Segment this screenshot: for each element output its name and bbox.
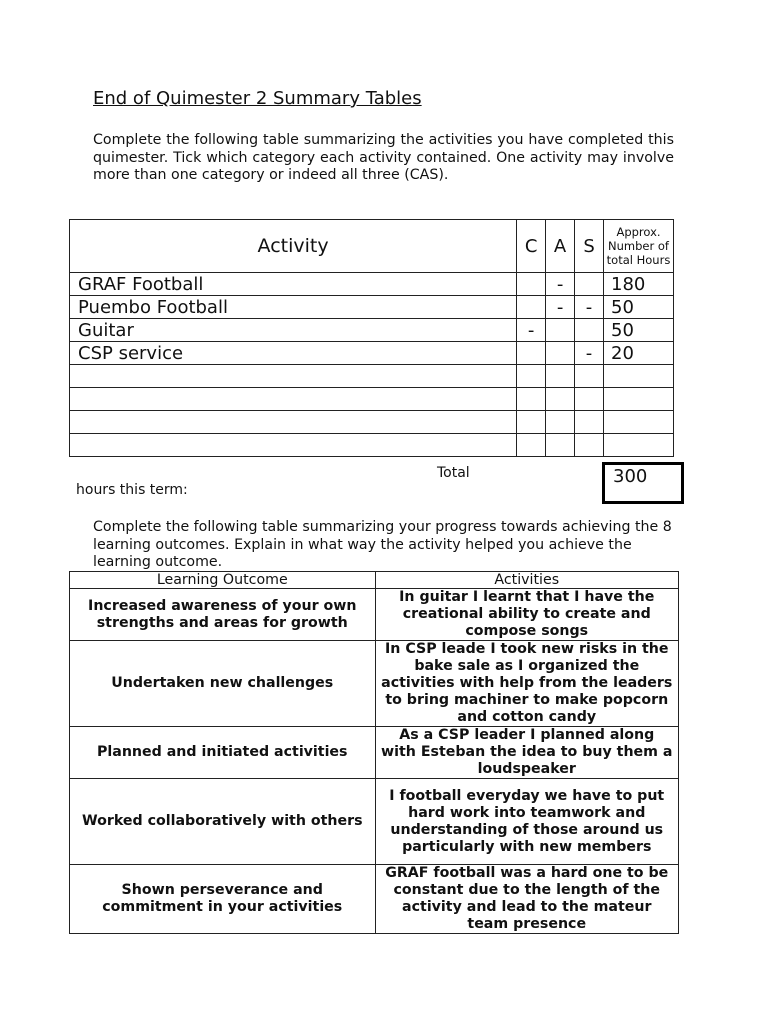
learning-outcome: Shown perseverance and commitment in your activities [70, 865, 376, 934]
creativity-mark [517, 296, 546, 319]
creativity-mark [517, 434, 546, 457]
outcome-activities: As a CSP leader I planned along with Esteban the idea to buy them a loudspeaker [375, 727, 678, 779]
creativity-mark [517, 411, 546, 434]
creativity-mark [517, 365, 546, 388]
activities-header-row [70, 220, 674, 273]
action-mark [546, 319, 575, 342]
learning-outcome: Worked collaboratively with others [70, 779, 376, 865]
action-mark [546, 342, 575, 365]
header-learning-outcome: Learning Outcome [70, 572, 376, 589]
creativity-mark: - [517, 319, 546, 342]
activities-table [69, 219, 674, 457]
table-row [70, 865, 679, 934]
activity-hours: 50 [604, 319, 674, 342]
activity-hours [604, 411, 674, 434]
header-creativity: C [517, 220, 546, 273]
activity-hours [604, 434, 674, 457]
total-label: Total [437, 465, 470, 481]
outcomes-header-row [70, 572, 679, 589]
table-row [70, 273, 674, 296]
activity-name: GRAF Football [70, 273, 517, 296]
action-mark [546, 411, 575, 434]
service-mark [575, 411, 604, 434]
activity-hours [604, 365, 674, 388]
outcome-activities: In guitar I learnt that I have the creational ability to create and compose songs [375, 589, 678, 641]
service-mark [575, 365, 604, 388]
service-mark [575, 388, 604, 411]
header-hours: Approx. Number of total Hours [604, 220, 674, 273]
learning-outcomes-table [69, 571, 679, 934]
action-mark: - [546, 296, 575, 319]
outcome-activities: GRAF football was a hard one to be constant due to the length of the activity and lead to the mateur team presence [375, 865, 678, 934]
activity-name [70, 411, 517, 434]
service-mark [575, 273, 604, 296]
activity-name [70, 434, 517, 457]
hours-term-label: hours this term: [76, 482, 188, 498]
activity-hours: 20 [604, 342, 674, 365]
service-mark [575, 319, 604, 342]
table-row [70, 319, 674, 342]
table-row [70, 365, 674, 388]
header-activity: Activity [70, 220, 517, 273]
table-row [70, 641, 679, 727]
total-hours-value: 300 [602, 462, 684, 504]
instructions-outcomes: Complete the following table summarizing your progress towards achieving the 8 learning outcomes. Explain in what way the activity helped you achieve the learning outcome. [93, 519, 672, 570]
activity-hours [604, 388, 674, 411]
activity-name: Puembo Football [70, 296, 517, 319]
outcome-activities: In CSP leade I took new risks in the bake sale as I organized the activities with help from the leaders to bring machiner to make popcorn and cotton candy [375, 641, 678, 727]
outcome-activities: I football everyday we have to put hard work into teamwork and understanding of those around us particularly with new members [375, 779, 678, 865]
table-row [70, 342, 674, 365]
table-row [70, 589, 679, 641]
service-mark: - [575, 296, 604, 319]
activity-name: Guitar [70, 319, 517, 342]
table-row [70, 296, 674, 319]
instructions-activities: Complete the following table summarizing the activities you have completed this quimester. Tick which category each activity contained. One activity may involve more than one category or indeed all three (CAS). [93, 132, 674, 183]
activity-name [70, 388, 517, 411]
table-row [70, 434, 674, 457]
creativity-mark [517, 273, 546, 296]
header-activities: Activities [375, 572, 678, 589]
action-mark [546, 434, 575, 457]
table-row [70, 727, 679, 779]
action-mark: - [546, 273, 575, 296]
page-title: End of Quimester 2 Summary Tables [93, 88, 422, 109]
activity-hours: 180 [604, 273, 674, 296]
activity-name: CSP service [70, 342, 517, 365]
learning-outcome: Undertaken new challenges [70, 641, 376, 727]
header-action: A [546, 220, 575, 273]
creativity-mark [517, 342, 546, 365]
learning-outcome: Planned and initiated activities [70, 727, 376, 779]
learning-outcome: Increased awareness of your own strengths and areas for growth [70, 589, 376, 641]
table-row [70, 411, 674, 434]
header-service: S [575, 220, 604, 273]
activity-hours: 50 [604, 296, 674, 319]
action-mark [546, 365, 575, 388]
creativity-mark [517, 388, 546, 411]
activity-name [70, 365, 517, 388]
action-mark [546, 388, 575, 411]
service-mark: - [575, 342, 604, 365]
table-row [70, 388, 674, 411]
table-row [70, 779, 679, 865]
service-mark [575, 434, 604, 457]
